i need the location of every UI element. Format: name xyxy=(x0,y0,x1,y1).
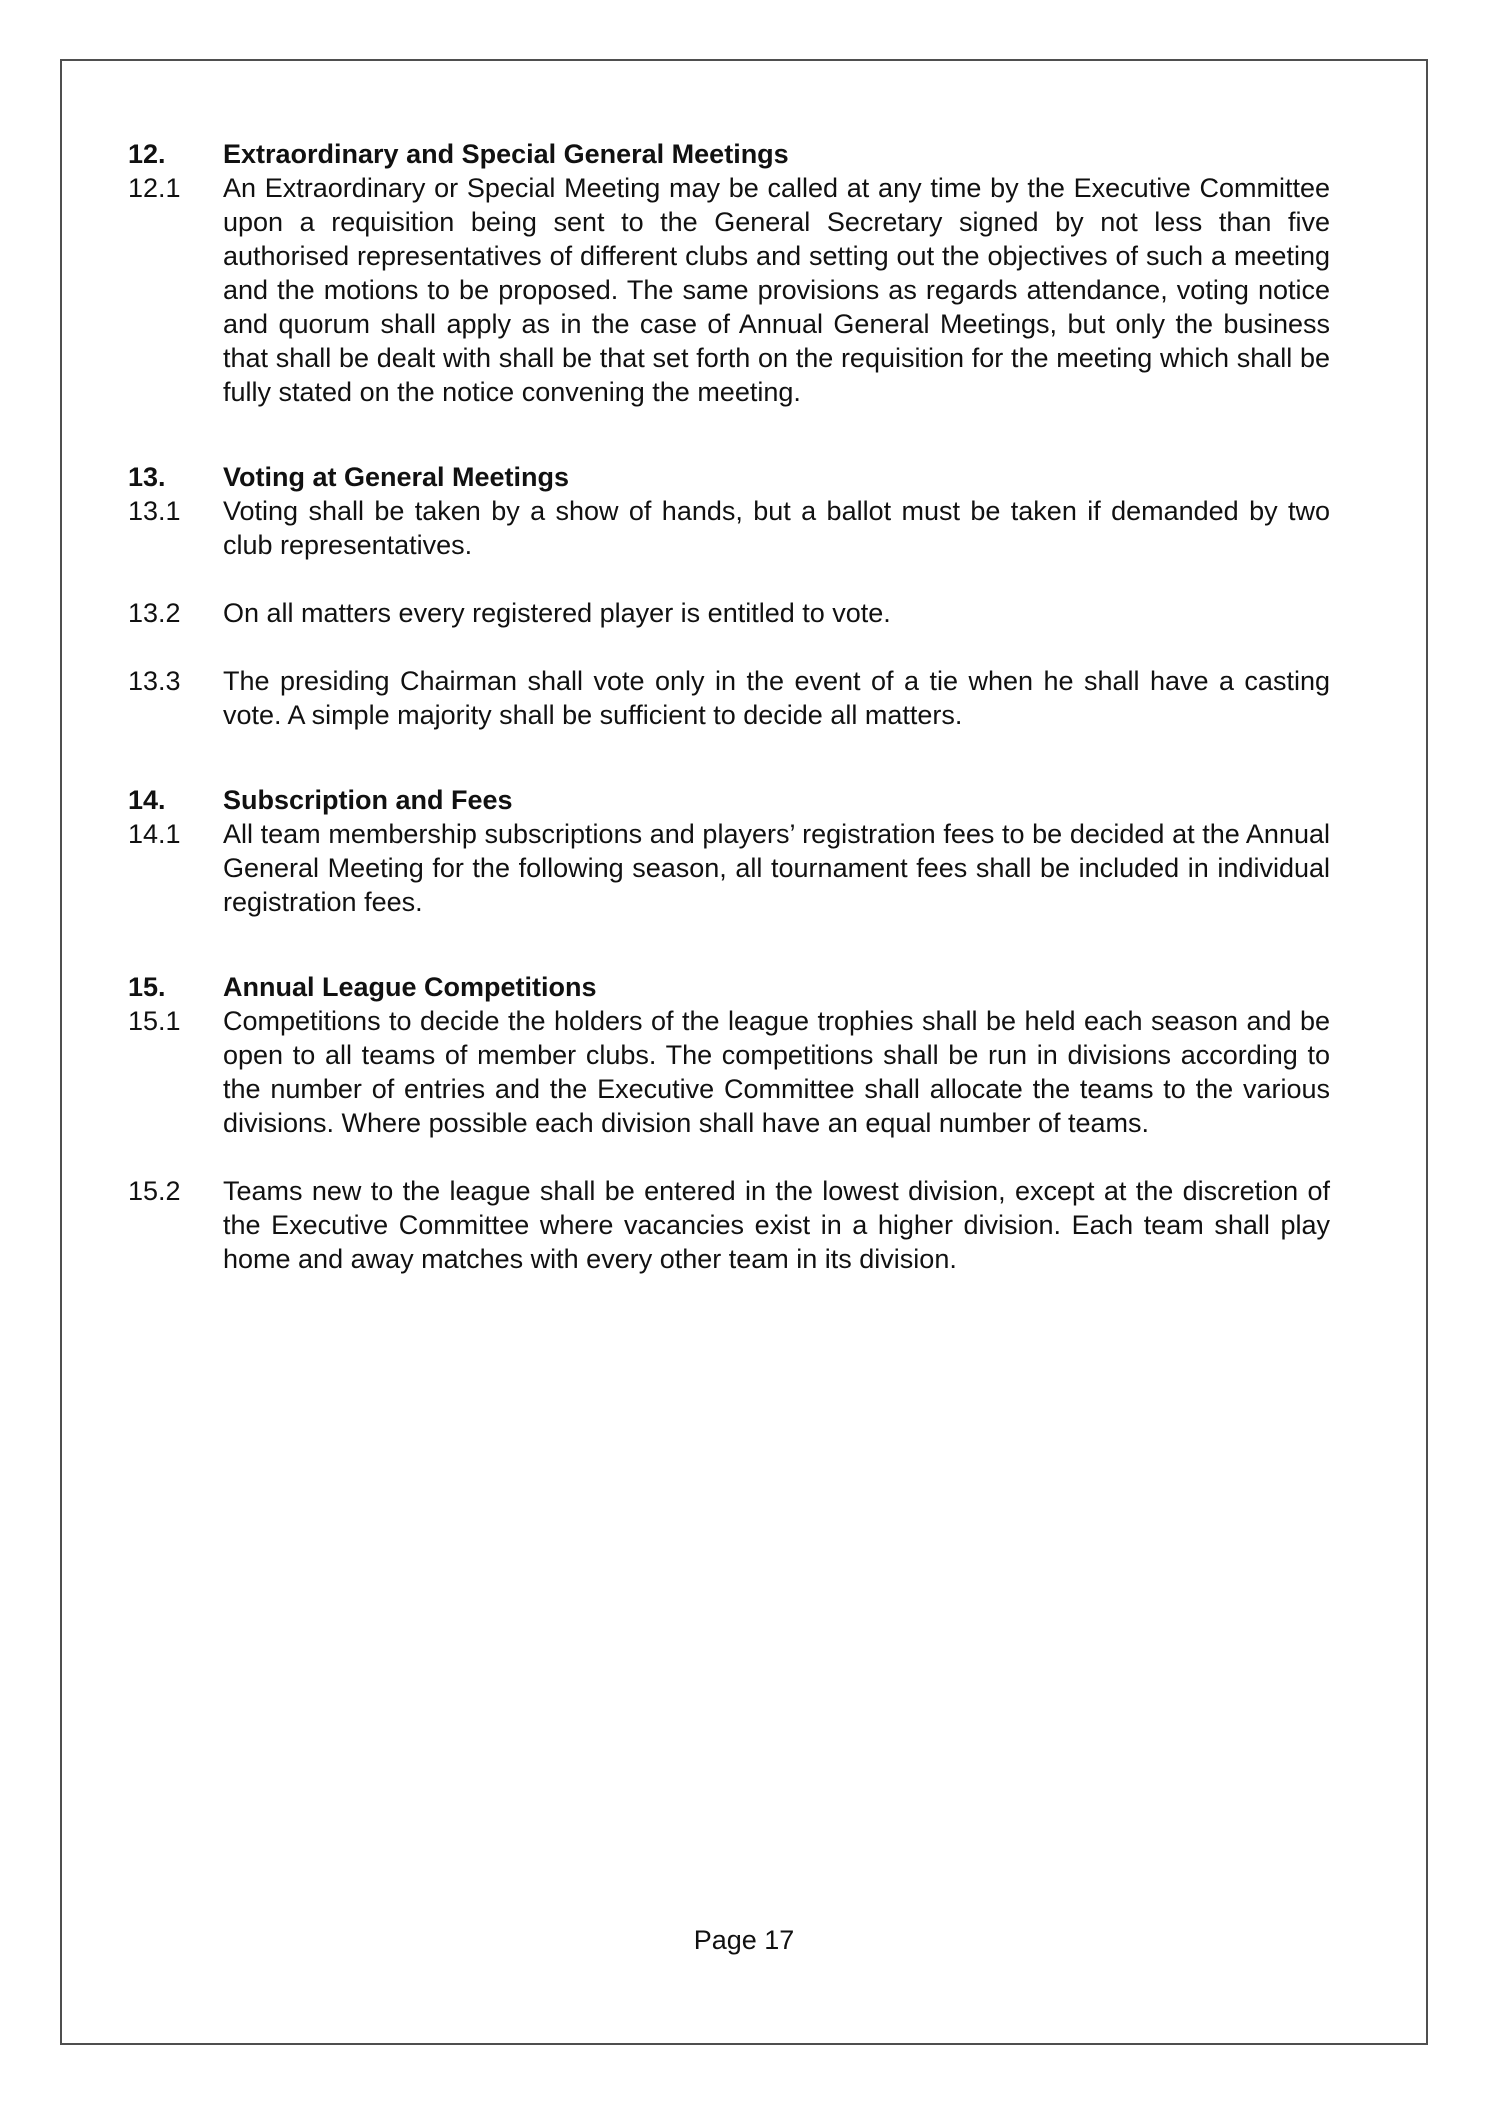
clause-number: 15.1 xyxy=(128,1006,181,1036)
clause-text: Teams new to the league shall be entered in the lowest division, except at the discretion of the Executive Committee where vacancies exist in a higher division. Each team shall play home and away matches with every other team in its division. xyxy=(223,1176,1330,1274)
rule-section xyxy=(128,460,1330,732)
clause-row xyxy=(128,171,1330,409)
clause-number: 13.3 xyxy=(128,666,181,696)
section-heading-row xyxy=(128,460,1330,494)
clause-number: 15.2 xyxy=(128,1176,181,1206)
section-heading-row xyxy=(128,783,1330,817)
section-title: Extraordinary and Special General Meetings xyxy=(223,139,789,169)
clause-row xyxy=(128,596,1330,630)
clause-text: Competitions to decide the holders of the league trophies shall be held each season and be open to all teams of member clubs. The competitions shall be run in divisions according to the number of entries and the Executive Committee shall allocate the teams to the various divisions. Where possible each division shall have an equal number of teams. xyxy=(223,1006,1330,1138)
clause-number: 13.1 xyxy=(128,496,181,526)
section-number: 13. xyxy=(128,462,166,492)
clause-number: 12.1 xyxy=(128,173,181,203)
section-heading-row xyxy=(128,137,1330,171)
clause-row xyxy=(128,494,1330,562)
clause-row xyxy=(128,664,1330,732)
clause-text: An Extraordinary or Special Meeting may be called at any time by the Executive Committee upon a requisition being sent to the General Secretary signed by not less than five authorised representatives of different clubs and setting out the objectives of such a meeting and the motions to be proposed. The same provisions as regards attendance, voting notice and quorum shall apply as in the case of Annual General Meetings, but only the business that shall be dealt with shall be that set forth on the requisition for the meeting which shall be fully stated on the notice convening the meeting. xyxy=(223,173,1330,407)
document-body xyxy=(128,137,1330,1276)
clause-text: All team membership subscriptions and players’ registration fees to be decided at the Annual General Meeting for the following season, all tournament fees shall be included in individual registration fees. xyxy=(223,819,1330,917)
clause-number: 13.2 xyxy=(128,598,181,628)
clause-number: 14.1 xyxy=(128,819,181,849)
clause-row xyxy=(128,1004,1330,1140)
page-number: Page 17 xyxy=(693,1925,795,1955)
clause-text: Voting shall be taken by a show of hands, but a ballot must be taken if demanded by two club representatives. xyxy=(223,496,1330,560)
section-title: Annual League Competitions xyxy=(223,972,597,1002)
clause-text: The presiding Chairman shall vote only in the event of a tie when he shall have a casting vote. A simple majority shall be sufficient to decide all matters. xyxy=(223,666,1330,730)
section-number: 15. xyxy=(128,972,166,1002)
section-title: Voting at General Meetings xyxy=(223,462,570,492)
section-title: Subscription and Fees xyxy=(223,785,513,815)
page-frame xyxy=(60,59,1428,2045)
rule-section xyxy=(128,970,1330,1276)
clause-row xyxy=(128,1174,1330,1276)
rule-section xyxy=(128,137,1330,409)
section-number: 12. xyxy=(128,139,166,169)
section-number: 14. xyxy=(128,785,166,815)
clause-text: On all matters every registered player is entitled to vote. xyxy=(223,598,891,628)
rule-section xyxy=(128,783,1330,919)
section-heading-row xyxy=(128,970,1330,1004)
clause-row xyxy=(128,817,1330,919)
